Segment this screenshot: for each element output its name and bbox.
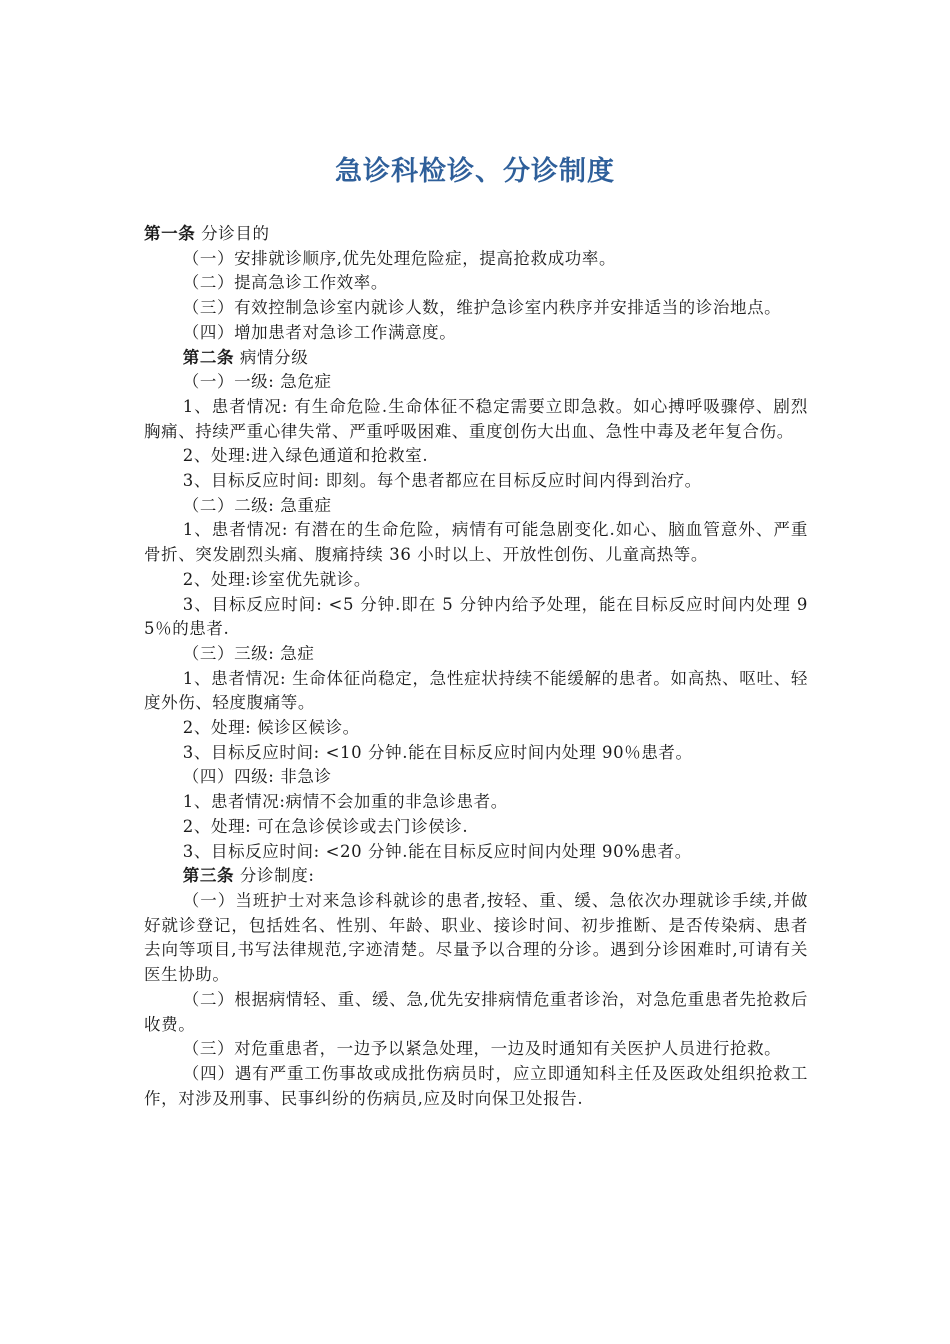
paragraph: 3、目标反应时间: <10 分钟.能在目标反应时间内处理 90％患者。 [182,742,693,762]
article-1-heading [144,222,808,247]
paragraph: 3、目标反应时间: <5 分钟.即在 5 分钟内给予处理，能在目标反应时间内处理 95％的患者. [144,594,808,639]
paragraph: 3、目标反应时间: <20 分钟.能在目标反应时间内处理 90%患者。 [182,841,692,861]
level-3-heading: （三）三级: 急症 [182,643,315,663]
paragraph: （二）根据病情轻、重、缓、急,优先安排病情危重者诊治，对急危重患者先抢救后收费。 [144,989,808,1034]
level-2-heading: （二）二级: 急重症 [182,495,332,515]
article-title: 分诊目的 [195,224,270,243]
paragraph: 1、患者情况:病情不会加重的非急诊患者。 [182,792,508,812]
document-title: 急诊科检诊、分诊制度 [335,156,615,187]
article-title: 分诊制度: [234,866,315,886]
paragraph: 1、患者情况: 有潜在的生命危险，病情有可能急剧变化.如心、脑血管意外、严重骨折、突发剧烈头痛、腹痛持续 36 小时以上、开放性创伤、儿童高热等。 [144,520,808,565]
article-number: 第二条 [182,347,235,367]
paragraph: 3、目标反应时间: 即刻。每个患者都应在目标反应时间内得到治疗。 [182,471,702,491]
paragraph: （三）对危重患者，一边予以紧急处理，一边及时通知有关医护人员进行抢救。 [182,1039,782,1059]
article-number: 第一条 [144,224,196,243]
paragraph: 2、处理: 可在急诊侯诊或去门诊侯诊. [182,816,469,836]
article-number: 第三条 [182,866,235,886]
paragraph: 2、处理: 候诊区候诊。 [182,718,360,738]
paragraph: （三）有效控制急诊室内就诊人数，维护急诊室内秩序并安排适当的诊治地点。 [182,298,782,318]
paragraph: （二）提高急诊工作效率。 [182,273,388,293]
article-title: 病情分级 [234,347,309,367]
article-2-heading [144,346,808,371]
article-3-heading [144,864,808,889]
level-4-heading: （四）四级: 非急诊 [182,767,332,787]
document-body [144,222,808,1111]
level-1-heading: （一）一级: 急危症 [182,372,332,392]
paragraph: 1、患者情况: 生命体征尚稳定，急性症状持续不能缓解的患者。如高热、呕吐、轻度外伤、轻度腹痛等。 [144,668,808,713]
paragraph: 2、处理:进入绿色通道和抢救室. [182,446,429,466]
paragraph: （四）遇有严重工伤事故或成批伤病员时，应立即通知科主任及医政处组织抢救工作，对涉及刑事、民事纠纷的伤病员,应及时向保卫处报告. [144,1063,808,1108]
paragraph: （四）增加患者对急诊工作满意度。 [182,322,457,342]
paragraph: （一）安排就诊顺序,优先处理危险症，提高抢救成功率。 [182,248,617,268]
paragraph: 1、患者情况: 有生命危险.生命体征不稳定需要立即急救。如心搏呼吸骤停、剧烈胸痛、持续严重心律失常、严重呼吸困难、重度创伤大出血、急性中毒及老年复合伤。 [144,396,808,441]
paragraph: （一）当班护士对来急诊科就诊的患者,按轻、重、缓、急依次办理就诊手续,并做好就诊登记，包括姓名、性别、年龄、职业、接诊时间、初步推断、是否传染病、患者去向等项目,书写法律规范,字迹清楚。尽量予以合理的分诊。遇到分诊困难时,可请有关医生协助。 [144,890,808,985]
paragraph: 2、处理:诊室优先就诊。 [182,569,372,589]
